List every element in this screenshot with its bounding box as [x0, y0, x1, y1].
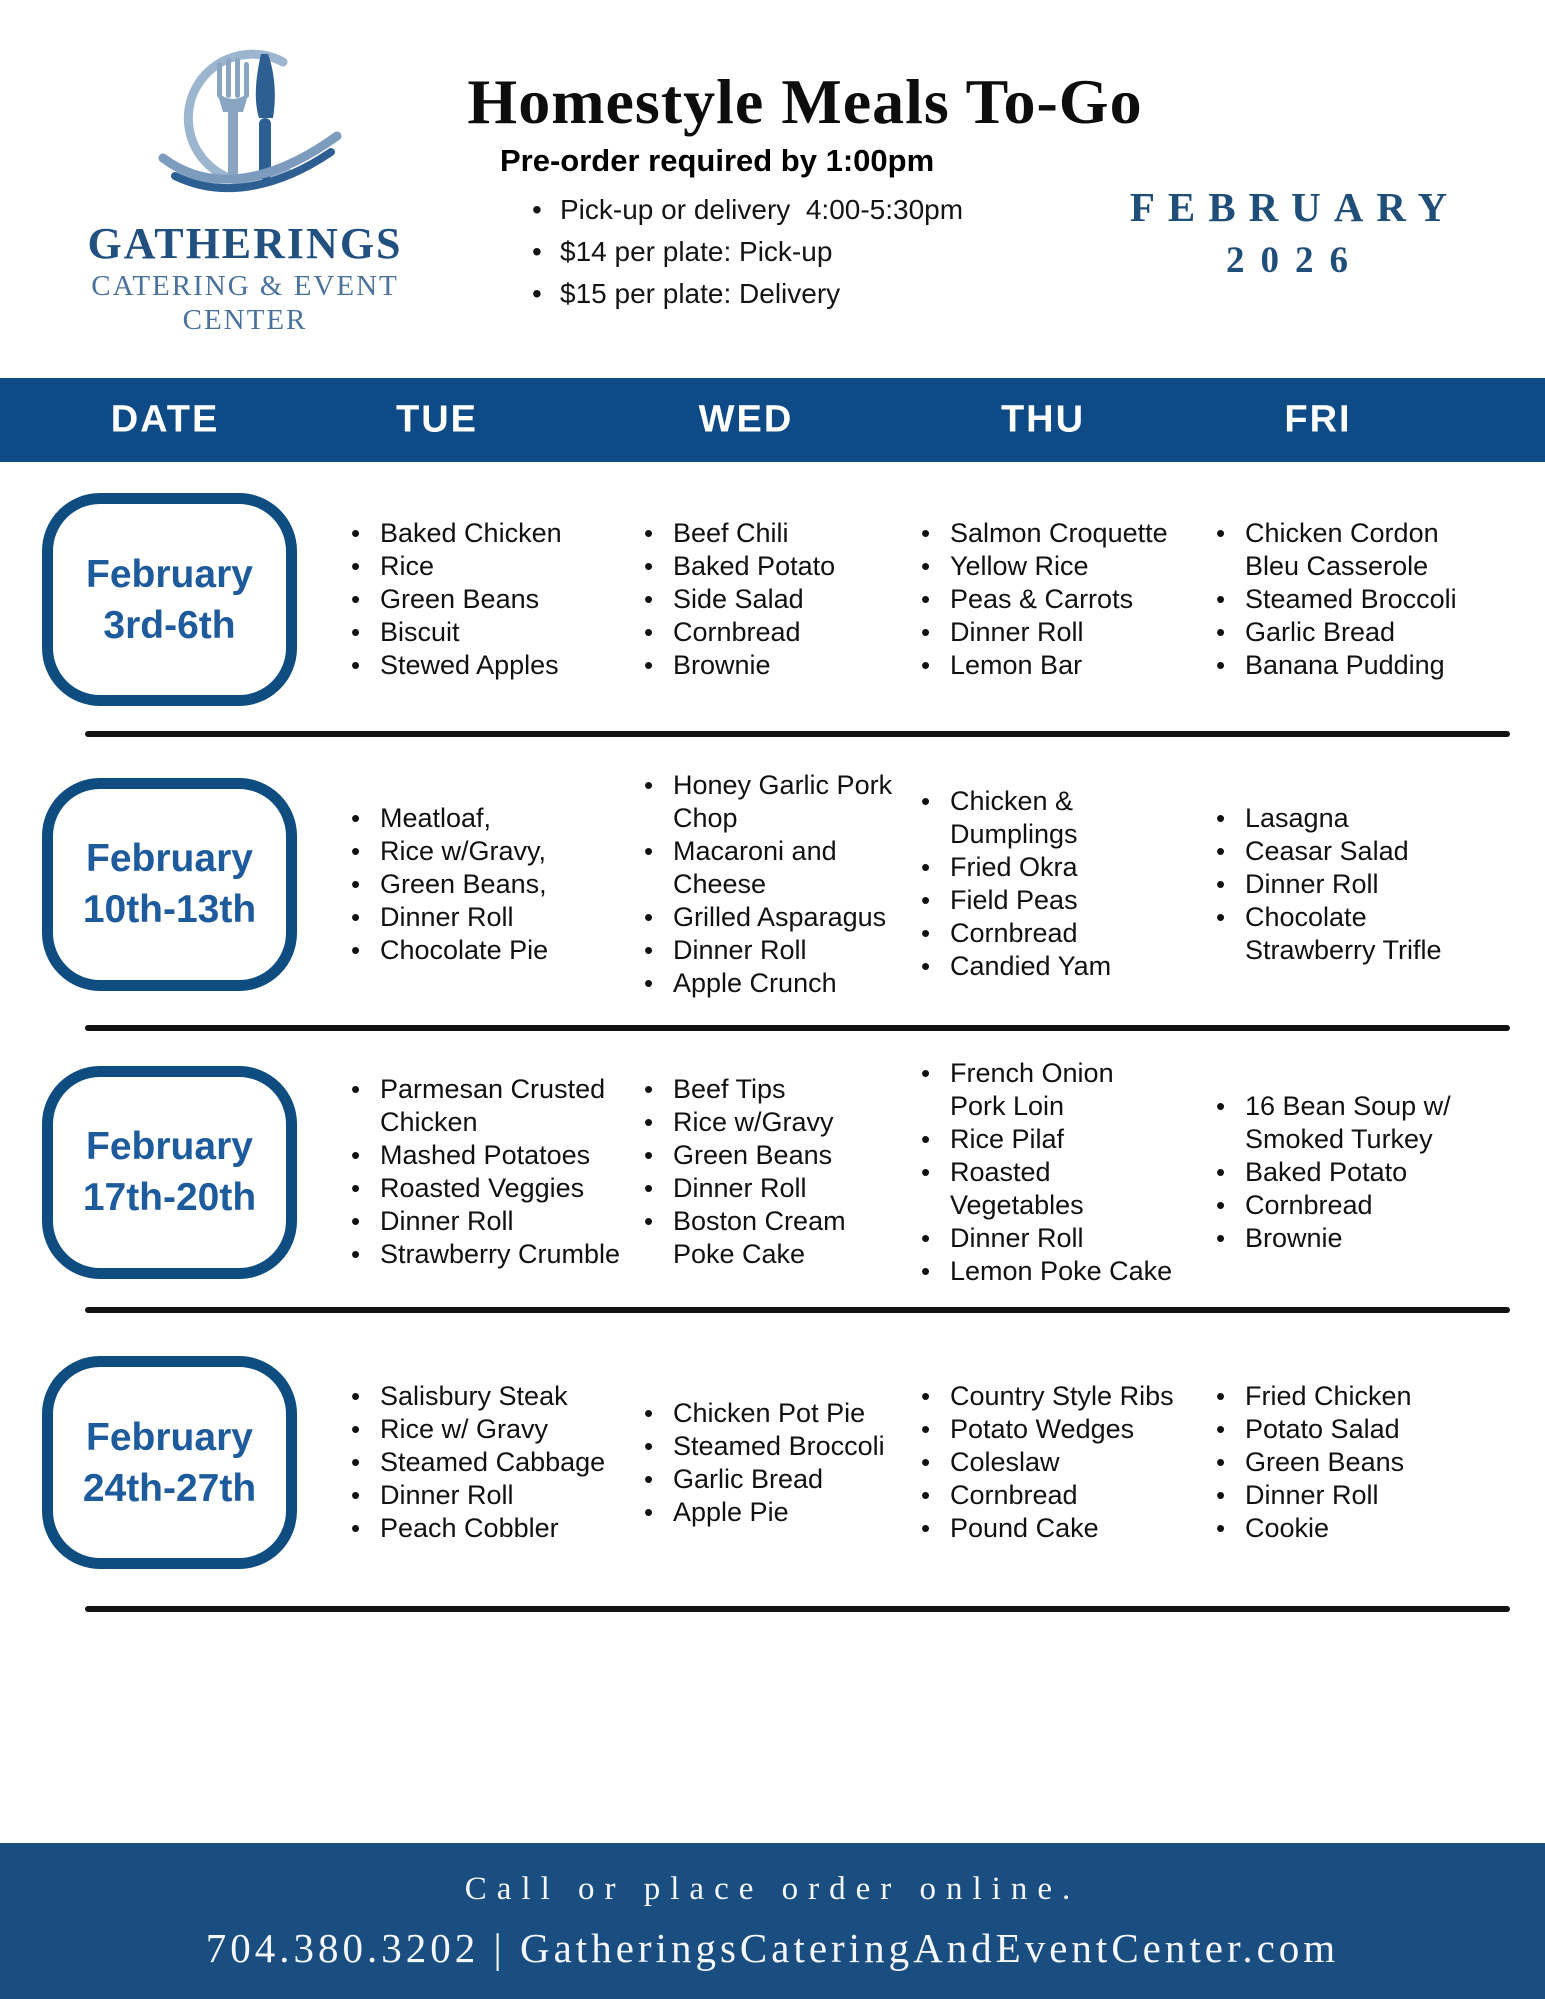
menu-item: • Dinner Roll [916, 616, 1176, 649]
menu-item: • Parmesan Crusted Chicken [346, 1073, 636, 1139]
menu-item: • Steamed Cabbage [346, 1446, 636, 1479]
menu-item: • Mashed Potatoes [346, 1139, 636, 1172]
menu-item: • Apple Crunch [639, 967, 904, 1000]
menu-item: • Chocolate Strawberry Trifle [1211, 901, 1486, 967]
flyer-footer [0, 1843, 1545, 1999]
menu-item: • Banana Pudding [1211, 649, 1486, 682]
menu-item: • Beef Chili [639, 517, 904, 550]
week-row [0, 462, 1545, 737]
menu-item: • Rice w/Gravy [639, 1106, 904, 1139]
menu-item: • Garlic Bread [1211, 616, 1486, 649]
menu-item: • Honey Garlic Pork Chop [639, 769, 904, 835]
menu-list-tue [346, 1380, 636, 1545]
menu-item: • Roasted Vegetables [916, 1156, 1176, 1222]
menu-item: • Green Beans [346, 583, 636, 616]
menu-item: • Potato Salad [1211, 1413, 1486, 1446]
menu-item: • Meatloaf, [346, 802, 636, 835]
date-range: 10th-13th [82, 888, 257, 931]
menu-item: • Baked Chicken [346, 517, 636, 550]
menu-item: • Candied Yam [916, 950, 1176, 983]
menu-item: • Steamed Broccoli [1211, 583, 1486, 616]
preorder-info [500, 143, 963, 315]
menu-list-tue [346, 802, 636, 967]
menu-item: • Brownie [1211, 1222, 1486, 1255]
menu-item: • Dinner Roll [1211, 868, 1486, 901]
column-header-wed: WED [698, 398, 794, 441]
menu-item: • Stewed Apples [346, 649, 636, 682]
week-row [0, 1313, 1545, 1612]
column-header-tue: TUE [396, 398, 478, 441]
menu-list-wed [639, 1073, 904, 1271]
date-cell [42, 493, 297, 706]
menu-item: • Apple Pie [639, 1496, 904, 1529]
menu-item: • Steamed Broccoli [639, 1430, 904, 1463]
menu-item: • Pound Cake [916, 1512, 1176, 1545]
menu-item: • Chicken Cordon Bleu Casserole [1211, 517, 1486, 583]
date-badge [42, 1066, 297, 1279]
column-header-date: DATE [110, 398, 220, 441]
menu-item: • Rice [346, 550, 636, 583]
menu-item: • Chicken Pot Pie [639, 1397, 904, 1430]
menu-item: • Lemon Bar [916, 649, 1176, 682]
date-badge [42, 1356, 297, 1569]
menu-list-fri [1211, 802, 1486, 967]
menu-item: • Rice w/ Gravy [346, 1413, 636, 1446]
date-range: 17th-20th [82, 1176, 257, 1219]
logo-name: GATHERINGS [87, 219, 403, 268]
menu-item: • Dinner Roll [1211, 1479, 1486, 1512]
preorder-bullet: • $14 per plate: Pick-up [528, 231, 963, 273]
date-month: February [86, 1415, 253, 1459]
menu-item: • Dinner Roll [639, 1172, 904, 1205]
menu-item: • Dinner Roll [346, 901, 636, 934]
menu-item: • Roasted Veggies [346, 1172, 636, 1205]
menu-item: • Dinner Roll [916, 1222, 1176, 1255]
date-cell [42, 1066, 297, 1279]
menu-list-thu [916, 785, 1176, 983]
menu-item: • Garlic Bread [639, 1463, 904, 1496]
footer-cta: Call or place order online. [464, 1870, 1081, 1907]
menu-item: • Fried Chicken [1211, 1380, 1486, 1413]
date-cell [42, 778, 297, 991]
week-row [0, 737, 1545, 1031]
year-label: 2026 [1226, 240, 1364, 281]
menu-item: • Peas & Carrots [916, 583, 1176, 616]
menu-list-thu [916, 1380, 1176, 1545]
menu-item: • Green Beans [1211, 1446, 1486, 1479]
menu-item: • Brownie [639, 649, 904, 682]
column-header-thu: THU [1000, 398, 1086, 441]
menu-item: • Boston Cream Poke Cake [639, 1205, 904, 1271]
menu-item: • Baked Potato [1211, 1156, 1486, 1189]
menu-item: • Chocolate Pie [346, 934, 636, 967]
menu-item: • Cornbread [1211, 1189, 1486, 1222]
menu-item: • Grilled Asparagus [639, 901, 904, 934]
menu-item: • Field Peas [916, 884, 1176, 917]
menu-item: • Dinner Roll [346, 1479, 636, 1512]
menu-item: • Cookie [1211, 1512, 1486, 1545]
menu-item: • Rice w/Gravy, [346, 835, 636, 868]
date-range: 3rd-6th [103, 603, 236, 647]
menu-item: • Macaroni and Cheese [639, 835, 904, 901]
menu-item: • Peach Cobbler [346, 1512, 636, 1545]
date-cell [42, 1356, 297, 1569]
menu-item: • Dinner Roll [639, 934, 904, 967]
date-badge [42, 493, 297, 706]
menu-item: • Rice Pilaf [916, 1123, 1176, 1156]
menu-item: • Lasagna [1211, 802, 1486, 835]
fork-knife-logo-icon [145, 40, 345, 216]
month-label: FEBRUARY [1129, 184, 1461, 230]
column-header-fri: FRI [1284, 398, 1352, 441]
menu-item: • Salmon Croquette [916, 517, 1176, 550]
menu-list-fri [1211, 1380, 1486, 1545]
menu-item: • Strawberry Crumble [346, 1238, 636, 1271]
menu-list-wed [639, 1397, 904, 1529]
menu-item: • French Onion Pork Loin [916, 1057, 1176, 1123]
menu-item: • Baked Potato [639, 550, 904, 583]
preorder-bullet-list [528, 189, 963, 315]
preorder-bullet: • Pick-up or delivery 4:00-5:30pm [528, 189, 963, 231]
menu-item: • Salisbury Steak [346, 1380, 636, 1413]
preorder-bullet: • $15 per plate: Delivery [528, 273, 963, 315]
menu-item: • Biscuit [346, 616, 636, 649]
menu-item: • Potato Wedges [916, 1413, 1176, 1446]
menu-list-wed [639, 769, 904, 1000]
menu-item: • Dinner Roll [346, 1205, 636, 1238]
menu-item: • Ceasar Salad [1211, 835, 1486, 868]
logo-subtitle-2: CENTER [182, 304, 308, 336]
menu-item: • Fried Okra [916, 851, 1176, 884]
menu-item: • Coleslaw [916, 1446, 1176, 1479]
date-month: February [86, 552, 253, 596]
menu-list-tue [346, 1073, 636, 1271]
menu-list-wed [639, 517, 904, 682]
menu-item: • Beef Tips [639, 1073, 904, 1106]
logo-subtitle-1: CATERING & EVENT [91, 270, 399, 302]
day-header-bar [0, 378, 1545, 462]
footer-contact: 704.380.3202 | GatheringsCateringAndEventCenter.com [205, 1924, 1340, 1971]
page-title: Homestyle Meals To-Go [467, 65, 1143, 137]
menu-list-tue [346, 517, 636, 682]
menu-item: • Cornbread [916, 1479, 1176, 1512]
menu-list-thu [916, 517, 1176, 682]
menu-item: • Country Style Ribs [916, 1380, 1176, 1413]
menu-list-thu [916, 1057, 1176, 1288]
menu-item: • Green Beans [639, 1139, 904, 1172]
month-block [1110, 183, 1480, 282]
menu-list-fri [1211, 1090, 1486, 1255]
menu-item: • Chicken & Dumplings [916, 785, 1176, 851]
menu-item: • Side Salad [639, 583, 904, 616]
menu-list-fri [1211, 517, 1486, 682]
date-month: February [86, 837, 253, 880]
date-badge [42, 778, 297, 991]
date-month: February [86, 1125, 253, 1168]
menu-item: • Cornbread [916, 917, 1176, 950]
menu-item: • Yellow Rice [916, 550, 1176, 583]
preorder-heading: Pre-order required by 1:00pm [500, 143, 935, 178]
menu-table [0, 462, 1545, 1612]
menu-item: • Cornbread [639, 616, 904, 649]
menu-item: • Green Beans, [346, 868, 636, 901]
menu-item: • 16 Bean Soup w/ Smoked Turkey [1211, 1090, 1486, 1156]
week-row [0, 1031, 1545, 1313]
menu-item: • Lemon Poke Cake [916, 1255, 1176, 1288]
date-range: 24th-27th [82, 1466, 257, 1510]
